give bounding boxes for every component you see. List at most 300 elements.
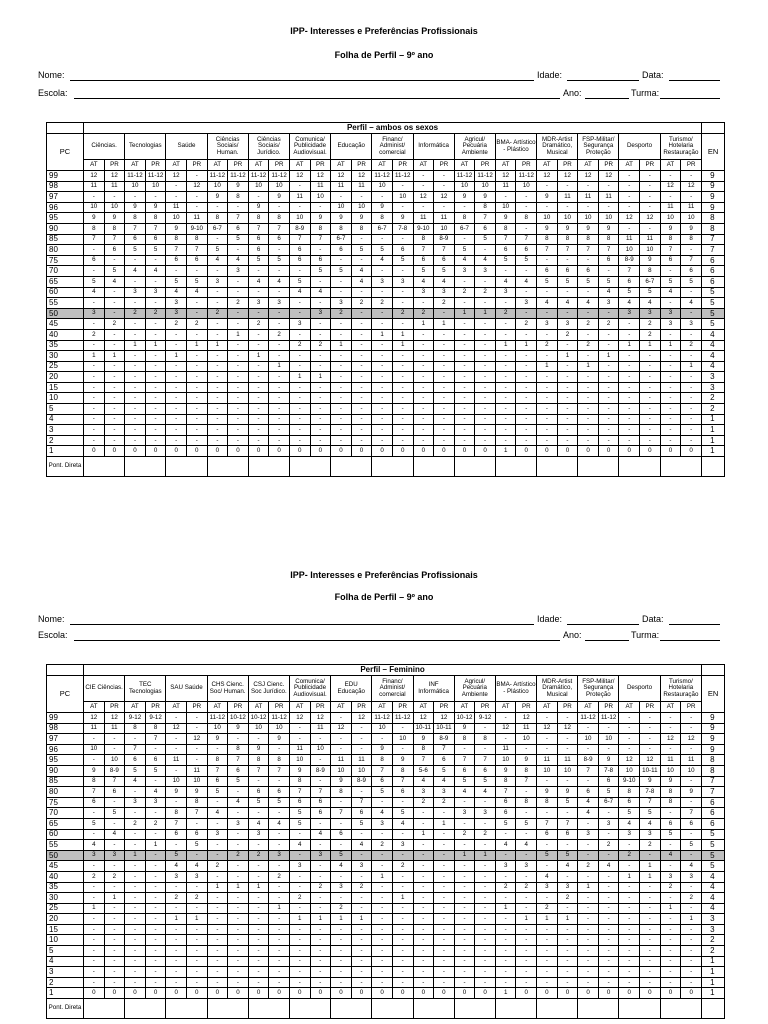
at-header: AT: [84, 160, 105, 171]
raw-score-input[interactable]: [125, 457, 166, 477]
score-cell: 2: [145, 818, 166, 829]
table-row: [47, 882, 725, 893]
raw-score-input[interactable]: [248, 457, 289, 477]
score-cell: -: [269, 414, 290, 425]
pc-value: 45: [47, 861, 84, 872]
score-cell: 10: [392, 734, 413, 745]
raw-score-input[interactable]: [495, 457, 536, 477]
score-cell: 8: [186, 797, 207, 808]
score-cell: -: [331, 893, 352, 904]
score-cell: 5: [84, 818, 105, 829]
score-cell: 7: [166, 818, 187, 829]
score-cell: 10: [372, 181, 393, 192]
score-cell: -: [681, 946, 702, 957]
year-field[interactable]: [585, 98, 629, 99]
raw-score-input[interactable]: [207, 999, 248, 1019]
score-cell: -: [413, 329, 434, 340]
score-cell: -: [557, 361, 578, 372]
score-cell: -: [413, 382, 434, 393]
score-cell: 1: [145, 840, 166, 851]
score-cell: 7: [104, 776, 125, 787]
score-cell: -: [269, 393, 290, 404]
score-cell: -: [310, 861, 331, 872]
score-cell: 2: [454, 829, 475, 840]
score-cell: -: [125, 329, 146, 340]
at-header: AT: [331, 160, 352, 171]
score-cell: -: [166, 765, 187, 776]
score-cell: 10: [310, 192, 331, 203]
score-cell: -: [475, 245, 496, 256]
score-cell: -: [166, 425, 187, 436]
score-cell: 2: [660, 882, 681, 893]
date-label: Data:: [642, 614, 664, 624]
score-cell: 11-12: [392, 713, 413, 724]
score-cell: 4: [207, 808, 228, 819]
score-cell: -: [248, 393, 269, 404]
raw-score-input[interactable]: [207, 457, 248, 477]
profile-table: [46, 664, 725, 1019]
score-cell: -: [125, 935, 146, 946]
score-cell: 11: [495, 744, 516, 755]
score-cell: 10: [640, 245, 661, 256]
score-cell: -: [125, 893, 146, 904]
score-cell: 0: [351, 988, 372, 999]
score-cell: -: [207, 361, 228, 372]
score-cell: 3: [186, 871, 207, 882]
score-cell: -: [578, 425, 599, 436]
score-cell: 0: [228, 446, 249, 457]
score-cell: -: [434, 340, 455, 351]
score-cell: -: [537, 734, 558, 745]
score-cell: 4: [640, 298, 661, 309]
score-cell: -: [125, 298, 146, 309]
score-cell: -: [578, 744, 599, 755]
score-cell: -: [640, 192, 661, 203]
score-cell: -: [578, 308, 599, 319]
score-cell: 11: [413, 213, 434, 224]
en-value: 1: [702, 967, 725, 978]
raw-score-input[interactable]: [166, 999, 207, 1019]
score-cell: -: [434, 425, 455, 436]
score-cell: 5: [331, 850, 352, 861]
en-header: EN: [702, 676, 725, 713]
score-cell: -: [104, 361, 125, 372]
score-cell: 4: [145, 787, 166, 798]
score-cell: -: [269, 893, 290, 904]
score-cell: 4: [516, 276, 537, 287]
score-cell: -: [640, 171, 661, 182]
pc-value: 4: [47, 956, 84, 967]
score-cell: 5: [475, 776, 496, 787]
score-cell: -: [104, 818, 125, 829]
score-cell: -: [351, 850, 372, 861]
score-cell: -: [681, 404, 702, 415]
score-cell: -: [248, 192, 269, 203]
score-cell: 12: [537, 723, 558, 734]
score-cell: -: [413, 340, 434, 351]
score-cell: 0: [640, 988, 661, 999]
score-cell: 11-12: [228, 171, 249, 182]
pc-value: 55: [47, 840, 84, 851]
score-cell: -: [681, 372, 702, 383]
school-field[interactable]: [74, 98, 560, 99]
raw-score-input[interactable]: [331, 457, 372, 477]
score-cell: -: [557, 404, 578, 415]
raw-score-input[interactable]: [619, 457, 660, 477]
score-cell: -: [207, 382, 228, 393]
section-header-row: [47, 665, 725, 676]
table-row: [47, 829, 725, 840]
score-cell: 7: [557, 818, 578, 829]
raw-score-input[interactable]: [372, 457, 413, 477]
score-cell: -: [392, 414, 413, 425]
score-cell: 7: [269, 223, 290, 234]
at-header: AT: [289, 160, 310, 171]
score-cell: -: [372, 361, 393, 372]
score-cell: -: [331, 372, 352, 383]
score-cell: 4: [186, 861, 207, 872]
score-cell: 5: [372, 787, 393, 798]
raw-score-input[interactable]: [454, 999, 495, 1019]
score-cell: 3: [289, 861, 310, 872]
score-cell: 6-7: [454, 223, 475, 234]
raw-score-input[interactable]: [125, 999, 166, 1019]
score-cell: -: [434, 329, 455, 340]
score-cell: -: [289, 956, 310, 967]
score-cell: -: [84, 829, 105, 840]
score-cell: 8: [269, 213, 290, 224]
score-cell: 1: [434, 319, 455, 330]
score-cell: -: [434, 861, 455, 872]
name-field[interactable]: [70, 624, 534, 625]
score-cell: -: [248, 361, 269, 372]
score-cell: -: [434, 361, 455, 372]
score-cell: 5: [104, 808, 125, 819]
score-cell: -: [660, 935, 681, 946]
score-cell: -: [392, 850, 413, 861]
score-cell: 12: [186, 181, 207, 192]
pc-value: 70: [47, 266, 84, 277]
score-cell: 9: [578, 223, 599, 234]
score-cell: 11-12: [207, 713, 228, 724]
score-cell: 0: [269, 446, 290, 457]
score-cell: 0: [145, 446, 166, 457]
class-field[interactable]: [660, 640, 720, 641]
score-cell: -: [331, 414, 352, 425]
raw-score-input[interactable]: [84, 999, 125, 1019]
score-cell: -: [84, 414, 105, 425]
raw-score-input[interactable]: [660, 999, 702, 1019]
score-cell: 1: [84, 903, 105, 914]
pc-value: 45: [47, 319, 84, 330]
score-cell: 2: [310, 882, 331, 893]
score-cell: -: [495, 935, 516, 946]
score-cell: -: [331, 329, 352, 340]
score-cell: 7: [516, 234, 537, 245]
score-cell: 5: [681, 276, 702, 287]
pc-value: 60: [47, 829, 84, 840]
score-cell: -: [578, 903, 599, 914]
score-cell: -: [331, 967, 352, 978]
score-cell: -: [186, 382, 207, 393]
pc-value: 85: [47, 234, 84, 245]
score-cell: -: [454, 882, 475, 893]
raw-score-input[interactable]: [578, 457, 619, 477]
score-cell: -: [681, 829, 702, 840]
name-age-date-row: [38, 614, 724, 626]
table-row: [47, 393, 725, 404]
score-cell: 6: [495, 797, 516, 808]
score-cell: -: [537, 255, 558, 266]
score-cell: 9: [454, 192, 475, 203]
date-field[interactable]: [669, 624, 720, 625]
raw-score-input[interactable]: [537, 457, 578, 477]
raw-score-input[interactable]: [413, 999, 454, 1019]
score-cell: -: [619, 723, 640, 734]
date-field[interactable]: [669, 80, 720, 81]
score-cell: 4: [84, 287, 105, 298]
score-cell: 0: [660, 988, 681, 999]
score-cell: 5: [207, 245, 228, 256]
score-cell: -: [228, 276, 249, 287]
score-cell: 11-12: [372, 171, 393, 182]
score-cell: 10: [186, 776, 207, 787]
score-cell: 4: [475, 787, 496, 798]
score-cell: 0: [310, 988, 331, 999]
score-cell: 10: [331, 202, 352, 213]
score-cell: 2: [372, 840, 393, 851]
score-cell: 5: [269, 255, 290, 266]
score-cell: -: [331, 924, 352, 935]
score-cell: 10-12: [248, 713, 269, 724]
score-cell: -: [269, 319, 290, 330]
name-field[interactable]: [70, 80, 534, 81]
score-cell: 11: [104, 181, 125, 192]
score-cell: -: [619, 181, 640, 192]
score-cell: 7: [104, 234, 125, 245]
score-cell: -: [454, 956, 475, 967]
score-cell: -: [228, 946, 249, 957]
score-cell: 11: [681, 755, 702, 766]
score-cell: 4: [660, 287, 681, 298]
score-cell: -: [557, 840, 578, 851]
score-cell: 3: [681, 871, 702, 882]
score-cell: 10: [578, 734, 599, 745]
score-cell: 8: [228, 744, 249, 755]
score-cell: -: [516, 361, 537, 372]
score-cell: -: [248, 382, 269, 393]
score-cell: -: [640, 382, 661, 393]
score-cell: -: [537, 776, 558, 787]
score-cell: -: [516, 192, 537, 203]
score-cell: 3: [310, 308, 331, 319]
raw-score-input[interactable]: [84, 457, 125, 477]
score-cell: -: [681, 382, 702, 393]
raw-score-input[interactable]: [413, 457, 454, 477]
score-cell: -: [434, 956, 455, 967]
score-cell: -: [516, 287, 537, 298]
score-cell: 6: [475, 223, 496, 234]
score-cell: -: [145, 298, 166, 309]
score-cell: 4: [248, 276, 269, 287]
score-cell: -: [475, 818, 496, 829]
class-field[interactable]: [660, 98, 720, 99]
age-field[interactable]: [567, 624, 639, 625]
year-field[interactable]: [585, 640, 629, 641]
pc-value: 98: [47, 723, 84, 734]
raw-score-input[interactable]: [248, 999, 289, 1019]
score-cell: 3: [660, 319, 681, 330]
score-cell: -: [186, 956, 207, 967]
score-cell: 0: [475, 988, 496, 999]
score-cell: -: [557, 734, 578, 745]
score-cell: 4: [578, 808, 599, 819]
score-cell: 7: [537, 245, 558, 256]
score-cell: -: [289, 903, 310, 914]
score-cell: -: [516, 967, 537, 978]
area-header: MDR-Artist Dramático, Musical: [537, 676, 578, 702]
score-cell: -: [454, 744, 475, 755]
score-cell: -: [413, 967, 434, 978]
raw-score-input[interactable]: [166, 457, 207, 477]
score-cell: -: [228, 404, 249, 415]
score-cell: -: [516, 924, 537, 935]
score-cell: 5: [434, 266, 455, 277]
school-year-class-row: [38, 88, 724, 100]
score-cell: 0: [248, 988, 269, 999]
score-cell: -: [228, 287, 249, 298]
score-cell: -: [619, 840, 640, 851]
score-cell: -: [207, 893, 228, 904]
score-cell: 10: [351, 765, 372, 776]
score-cell: -: [578, 914, 599, 925]
raw-score-input[interactable]: [495, 999, 536, 1019]
raw-score-input[interactable]: [289, 999, 330, 1019]
score-cell: -: [660, 967, 681, 978]
score-cell: 11-12: [598, 713, 619, 724]
raw-score-input[interactable]: [660, 457, 701, 477]
score-cell: -: [495, 871, 516, 882]
score-cell: 1: [681, 361, 702, 372]
score-cell: 8-9: [289, 223, 310, 234]
score-cell: -: [454, 234, 475, 245]
score-cell: -: [207, 935, 228, 946]
raw-score-input[interactable]: [289, 457, 330, 477]
score-cell: -: [372, 435, 393, 446]
pc-value: 25: [47, 361, 84, 372]
score-cell: -: [557, 425, 578, 436]
date-label: Data:: [642, 70, 664, 80]
table-row: [47, 287, 725, 298]
score-cell: -: [166, 393, 187, 404]
score-cell: -: [269, 967, 290, 978]
raw-score-input[interactable]: [331, 999, 372, 1019]
table-row: [47, 977, 725, 988]
score-cell: 11: [516, 723, 537, 734]
score-cell: 10: [392, 192, 413, 203]
score-cell: -: [392, 744, 413, 755]
score-cell: -: [660, 361, 681, 372]
score-cell: -: [557, 181, 578, 192]
score-cell: -: [413, 882, 434, 893]
score-cell: -: [145, 850, 166, 861]
score-cell: -: [145, 914, 166, 925]
score-cell: -: [454, 818, 475, 829]
raw-score-input[interactable]: [537, 999, 578, 1019]
score-cell: -: [310, 425, 331, 436]
raw-score-input[interactable]: [372, 999, 413, 1019]
pr-header: PR: [104, 160, 125, 171]
score-cell: -: [248, 946, 269, 957]
score-cell: -: [248, 871, 269, 882]
score-cell: -: [351, 924, 372, 935]
score-cell: 7: [475, 755, 496, 766]
score-cell: -: [145, 871, 166, 882]
score-cell: -: [228, 977, 249, 988]
score-cell: 5: [372, 245, 393, 256]
score-cell: -: [413, 850, 434, 861]
score-cell: 2: [598, 319, 619, 330]
score-cell: 0: [598, 988, 619, 999]
score-cell: -: [166, 404, 187, 415]
score-cell: -: [166, 414, 187, 425]
score-cell: 8: [104, 223, 125, 234]
score-cell: 7: [310, 787, 331, 798]
raw-score-input[interactable]: [578, 999, 619, 1019]
score-cell: -: [434, 181, 455, 192]
score-cell: 5: [392, 255, 413, 266]
score-cell: -: [537, 713, 558, 724]
score-cell: -: [228, 829, 249, 840]
score-cell: -: [84, 192, 105, 203]
score-cell: -: [619, 319, 640, 330]
score-cell: -: [619, 924, 640, 935]
score-cell: 4: [454, 255, 475, 266]
area-header: CHS Cienc. Soc/ Human.: [207, 676, 248, 702]
score-cell: -: [310, 840, 331, 851]
school-field[interactable]: [74, 640, 560, 641]
score-cell: -: [372, 893, 393, 904]
score-cell: 8: [537, 234, 558, 245]
score-cell: 4: [166, 287, 187, 298]
en-value: 9: [702, 723, 725, 734]
score-cell: -: [269, 776, 290, 787]
table-row: [47, 723, 725, 734]
score-cell: 8: [660, 797, 681, 808]
score-cell: 2: [475, 287, 496, 298]
score-cell: -: [495, 946, 516, 957]
score-cell: -: [537, 924, 558, 935]
score-cell: -: [351, 723, 372, 734]
age-field[interactable]: [567, 80, 639, 81]
area-header: MDR-Artist Dramático, Musical: [537, 134, 578, 160]
pc-value: 5: [47, 404, 84, 415]
score-cell: -: [598, 946, 619, 957]
score-cell: 11-12: [392, 171, 413, 182]
score-cell: 2: [166, 893, 187, 904]
score-cell: 2: [104, 871, 125, 882]
score-cell: 8: [125, 723, 146, 734]
score-cell: -: [454, 382, 475, 393]
score-cell: 8: [289, 776, 310, 787]
score-cell: 9: [351, 213, 372, 224]
score-cell: -: [186, 372, 207, 383]
raw-score-input[interactable]: [454, 457, 495, 477]
raw-score-input[interactable]: [619, 999, 660, 1019]
score-cell: -: [495, 914, 516, 925]
score-cell: -: [557, 713, 578, 724]
score-cell: 3: [310, 850, 331, 861]
